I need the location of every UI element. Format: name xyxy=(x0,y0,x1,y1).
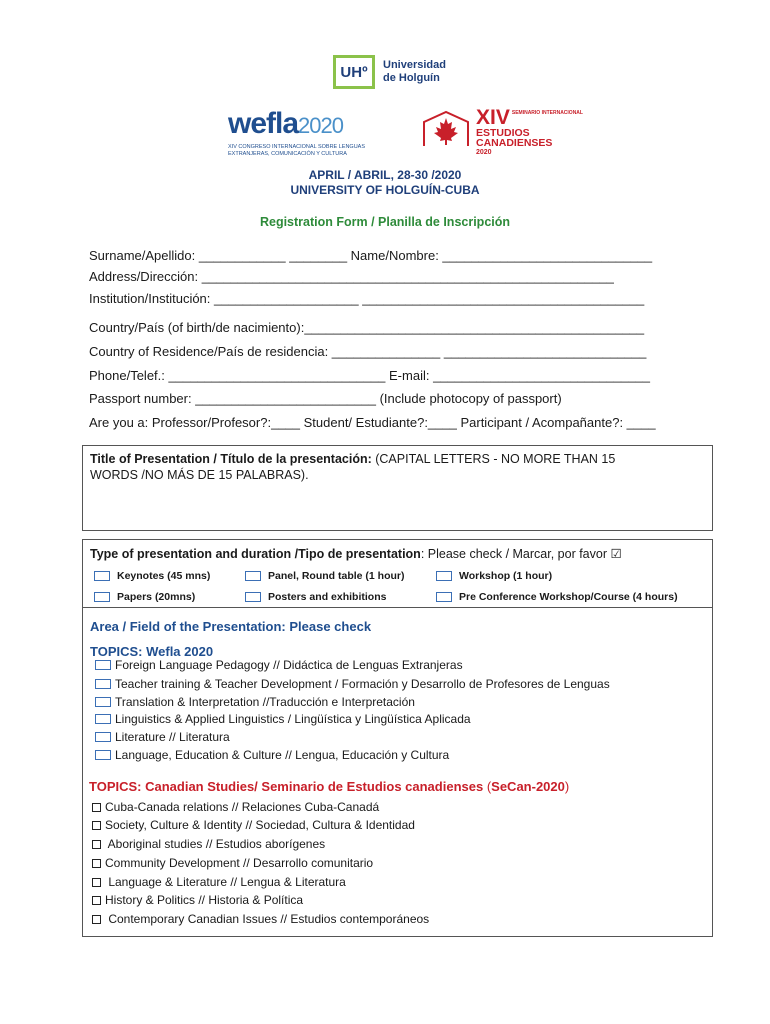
checkbox-icon[interactable] xyxy=(94,571,110,581)
checkbox-icon[interactable] xyxy=(245,571,261,581)
option-posters[interactable]: Posters and exhibitions xyxy=(245,591,386,603)
title-note-2: WORDS /NO MÁS DE 15 PALABRAS). xyxy=(90,468,309,482)
wefla-topic[interactable]: Language, Education & Culture // Lengua, Educación y Cultura xyxy=(95,748,449,762)
wefla-logo: wefla2020 XIV CONGRESO INTERNACIONAL SOBRE LENGUAS EXTRANJERAS, COMUNICACIÓN Y CULTURA xyxy=(228,108,378,158)
option-preconference[interactable]: Pre Conference Workshop/Course (4 hours) xyxy=(436,591,678,603)
event-venue: UNIVERSITY OF HOLGUÍN-CUBA xyxy=(290,183,480,197)
passport-field[interactable]: Passport number: _________________________ (Include photocopy of passport) xyxy=(89,391,562,406)
canadian-topic[interactable]: Contemporary Canadian Issues // Estudios contemporáneos xyxy=(92,912,429,926)
wefla-topic[interactable]: Teacher training & Teacher Development / Formación y Desarrollo de Profesores de Lenguas xyxy=(95,677,610,691)
uho-mark: UHº xyxy=(333,55,375,89)
checkbox-icon[interactable] xyxy=(436,571,452,581)
checkbox-icon[interactable] xyxy=(92,803,101,812)
checkbox-icon[interactable] xyxy=(92,896,101,905)
checkbox-icon[interactable] xyxy=(95,750,111,760)
title-label: Title of Presentation / Título de la presentación: xyxy=(90,452,372,466)
checkbox-icon[interactable] xyxy=(92,915,101,924)
country-birth-field[interactable]: Country/País (of birth/de nacimiento):_______________________________________________ xyxy=(89,320,645,335)
checkbox-icon[interactable] xyxy=(92,859,101,868)
canadian-topic[interactable]: Cuba-Canada relations // Relaciones Cuba-Canadá xyxy=(92,800,379,814)
event-date: APRIL / ABRIL, 28-30 /2020 xyxy=(308,168,462,182)
form-title: Registration Form / Planilla de Inscripción xyxy=(259,215,511,229)
canadian-topic[interactable]: History & Politics // Historia & Política xyxy=(92,893,303,907)
type-note: : Please check / Marcar, por favor xyxy=(420,547,608,561)
divider xyxy=(83,607,712,608)
title-note: (CAPITAL LETTERS - NO MORE THAN 15 xyxy=(371,452,616,466)
checkbox-icon[interactable] xyxy=(92,840,101,849)
area-title: Area / Field of the Presentation: Please check xyxy=(90,619,372,634)
maple-leaf-icon xyxy=(420,108,472,148)
wefla-topic[interactable]: Translation & Interpretation //Traducción e Interpretación xyxy=(95,695,415,709)
wefla-subtitle: XIV CONGRESO INTERNACIONAL SOBRE LENGUAS EXTRANJERAS, COMUNICACIÓN Y CULTURA xyxy=(228,144,366,157)
wefla-topic[interactable]: Linguistics & Applied Linguistics / Lingüística y Lingüística Aplicada xyxy=(95,712,471,726)
type-label: Type of presentation and duration /Tipo de presentation xyxy=(90,547,421,561)
checkbox-icon[interactable] xyxy=(95,732,111,742)
checkbox-icon[interactable] xyxy=(94,592,110,602)
checkbox-icon[interactable] xyxy=(95,697,111,707)
title-box[interactable] xyxy=(82,445,713,531)
university-logo xyxy=(333,55,446,89)
checkbox-icon[interactable] xyxy=(92,878,101,887)
name-field[interactable]: Surname/Apellido: ____________ ________ Name/Nombre: _____________________________ xyxy=(89,248,653,263)
phone-email-field[interactable]: Phone/Telef.: ______________________________ E-mail: ______________________________ xyxy=(89,368,650,383)
option-papers[interactable]: Papers (20mns) xyxy=(94,591,195,603)
checkbox-icon[interactable] xyxy=(245,592,261,602)
canadian-topic[interactable]: Language & Literature // Lengua & Literatura xyxy=(92,875,346,889)
checkbox-icon[interactable] xyxy=(95,679,111,689)
country-residence-field[interactable]: Country of Residence/País de residencia: _______________ ____________________________ xyxy=(89,344,647,359)
checked-box-icon: ☑ xyxy=(610,547,622,561)
option-keynotes[interactable]: Keynotes (45 mns) xyxy=(94,570,210,582)
wefla-topics-header: TOPICS: Wefla 2020 xyxy=(90,644,214,659)
institution-field[interactable]: Institution/Institución: ____________________ _______________________________________ xyxy=(89,291,645,306)
canadian-topic[interactable]: Aboriginal studies // Estudios aborígenes xyxy=(92,837,325,851)
canadian-topic[interactable]: Society, Culture & Identity // Sociedad, Cultura & Identidad xyxy=(92,818,415,832)
wefla-topic[interactable]: Foreign Language Pedagogy // Didáctica de Lenguas Extranjeras xyxy=(95,658,463,672)
canadian-topic[interactable]: Community Development // Desarrollo comunitario xyxy=(92,856,373,870)
wefla-topic[interactable]: Literature // Literatura xyxy=(95,730,230,744)
checkbox-icon[interactable] xyxy=(95,660,111,670)
canadian-studies-logo: XIV SEMINARIO INTERNACIONAL ESTUDIOS CANADIENSES 2020 xyxy=(420,108,583,157)
role-field[interactable]: Are you a: Professor/Profesor?:____ Student/ Estudiante?:____ Participant / Acompañante?: ____ xyxy=(89,415,656,430)
address-field[interactable]: Address/Dirección: _________________________________________________________ xyxy=(89,269,614,284)
checkbox-icon[interactable] xyxy=(436,592,452,602)
checkbox-icon[interactable] xyxy=(95,714,111,724)
option-workshop[interactable]: Workshop (1 hour) xyxy=(436,570,552,582)
option-panel[interactable]: Panel, Round table (1 hour) xyxy=(245,570,405,582)
checkbox-icon[interactable] xyxy=(92,821,101,830)
canadian-topics-header: TOPICS: Canadian Studies/ Seminario de Estudios canadienses (SeCan-2020) xyxy=(89,779,570,794)
uho-name: Universidad de Holguín xyxy=(383,59,446,84)
